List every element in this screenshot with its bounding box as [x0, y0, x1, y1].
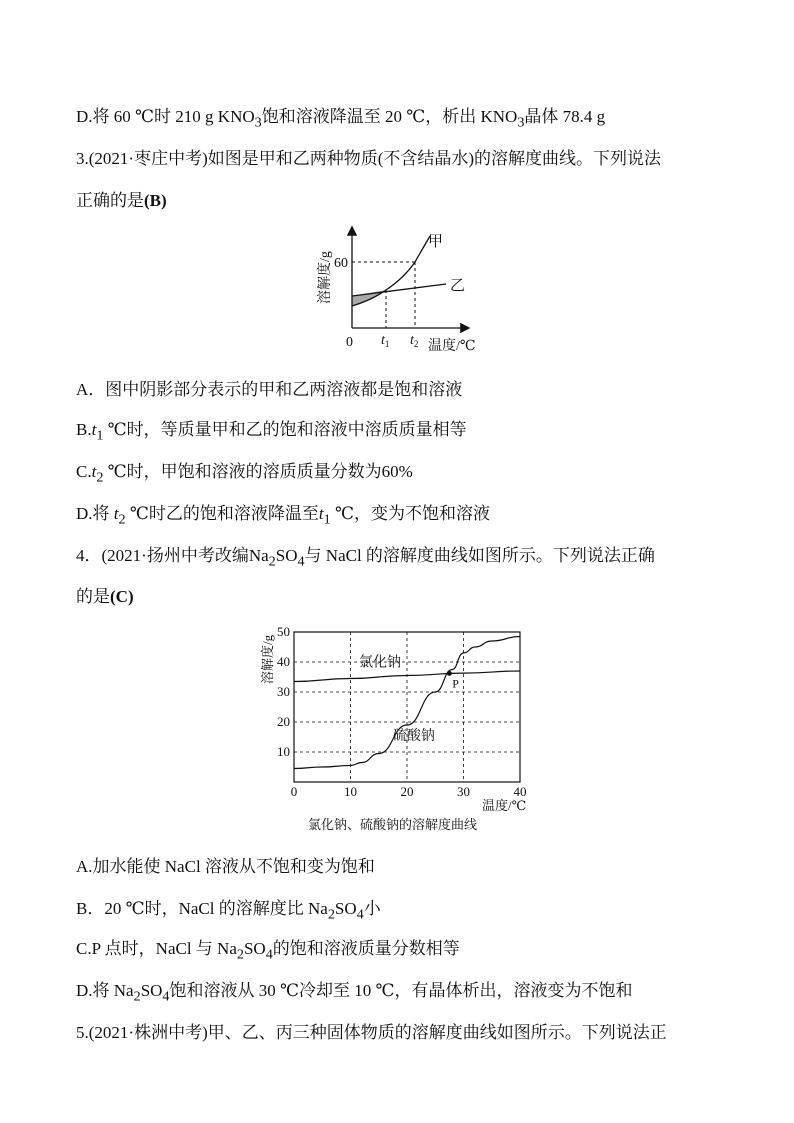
- q4-stem-line2: [76, 586, 134, 608]
- text: D.将 60 ℃时 210 g KNO: [76, 107, 255, 126]
- text: 的饱和溶液质量分数相等: [272, 939, 460, 958]
- x-tick-label-10: 10: [344, 784, 357, 799]
- text: ℃时乙的饱和溶液降温至: [125, 504, 319, 523]
- label-jia: 甲: [428, 234, 444, 250]
- label-nacl: 氯化钠: [358, 655, 401, 671]
- text: 的是: [76, 587, 110, 606]
- answer: (C): [110, 587, 134, 606]
- y-tick-label-30: 30: [277, 684, 290, 699]
- var-t: t: [318, 504, 324, 523]
- text: B．20 ℃时，NaCl 的溶解度比 Na: [76, 899, 328, 918]
- q4-option-d: [76, 980, 633, 1007]
- x-tick-label-40: 40: [513, 784, 527, 799]
- text: C.: [76, 462, 92, 481]
- y-label: 溶解度/g: [318, 251, 333, 304]
- q3-option-c: [76, 461, 413, 488]
- q3-option-d: [76, 503, 490, 530]
- q4-option-b: [76, 898, 381, 925]
- text: ℃，变为不饱和溶液: [330, 504, 490, 523]
- subscript: 3: [517, 114, 525, 131]
- subscript: 2: [236, 946, 244, 963]
- text: 正确的是: [76, 191, 144, 210]
- y-tick-label-50: 50: [277, 624, 290, 639]
- y-tick-label-20: 20: [277, 714, 290, 729]
- q4-stem-line1: [76, 545, 655, 572]
- y-tick-60: 60: [334, 256, 348, 271]
- y-tick-label-10: 10: [277, 744, 290, 759]
- text: SO: [275, 546, 298, 565]
- x-tick-t2: $t_2$: [410, 333, 419, 349]
- label-na2so4: 硫酸钠: [392, 729, 435, 744]
- q2-option-d: [76, 106, 605, 133]
- subscript: 2: [96, 469, 104, 486]
- q5-stem-line1: 5.(2021·株洲中考)甲、乙、丙三种固体物质的溶解度曲线如图所示。下列说法正: [76, 1023, 667, 1042]
- x-tick-t1: $t_1$: [381, 333, 390, 349]
- text: SO: [334, 899, 357, 918]
- text: 饱和溶液从 30 ℃冷却至 10 ℃，有晶体析出，溶液变为不饱和: [169, 981, 633, 1000]
- subscript: 2: [133, 988, 141, 1005]
- var-t: t: [91, 420, 97, 439]
- q3-stem-line1: 3.(2021·枣庄中考)如图是甲和乙两种物质(不含结晶水)的溶解度曲线。下列说法: [76, 149, 662, 168]
- curve-yi: [352, 284, 446, 296]
- subscript: 2: [118, 511, 126, 528]
- text: C.P 点时，NaCl 与 Na: [76, 939, 237, 958]
- subscript: 2: [268, 553, 276, 570]
- text: D.将 Na: [76, 981, 134, 1000]
- q4-solubility-chart: [250, 620, 540, 840]
- text: SO: [243, 939, 266, 958]
- subscript: 4: [356, 906, 364, 923]
- subscript: 2: [327, 906, 335, 923]
- text: ℃时，甲饱和溶液的溶质质量分数为60%: [103, 462, 413, 481]
- subscript: 1: [96, 427, 104, 444]
- x-label: 温度/℃: [428, 339, 476, 354]
- text: B.: [76, 420, 92, 439]
- q4-option-c: [76, 938, 460, 965]
- point-p: [447, 671, 452, 676]
- text: 饱和溶液降温至 20 ℃，析出 KNO: [261, 107, 518, 126]
- q3-solubility-chart: [300, 222, 500, 362]
- chart-title: 氯化钠、硫酸钠的溶解度曲线: [308, 817, 478, 832]
- q3-option-a: A．图中阴影部分表示的甲和乙两溶液都是饱和溶液: [76, 380, 463, 399]
- text: 4．(2021·扬州中考改编Na: [76, 546, 269, 565]
- var-t: t: [113, 504, 119, 523]
- subscript: 4: [297, 553, 305, 570]
- subscript: 4: [162, 988, 170, 1005]
- x-tick-label-0: 0: [290, 784, 298, 799]
- origin-label: 0: [346, 335, 353, 350]
- subscript: 4: [265, 946, 273, 963]
- subscript: 3: [254, 114, 262, 131]
- text: D.将: [76, 504, 114, 523]
- text: 晶体 78.4 g: [524, 107, 606, 126]
- label-p: P: [452, 676, 459, 691]
- text: SO: [140, 981, 163, 1000]
- y-tick-label-40: 40: [277, 654, 290, 669]
- text: 小: [363, 899, 381, 918]
- q4-option-a: A.加水能使 NaCl 溶液从不饱和变为饱和: [76, 857, 375, 876]
- answer: (B): [144, 191, 167, 210]
- label-yi: 乙: [450, 278, 466, 294]
- tick-labels: [277, 624, 527, 799]
- grid: [294, 632, 520, 782]
- text: 与 NaCl 的溶解度曲线如图所示。下列说法正确: [304, 546, 655, 565]
- x-label: 温度/℃: [482, 798, 527, 813]
- q3-stem-line2: [76, 190, 167, 212]
- var-t: t: [91, 462, 97, 481]
- q3-option-b: [76, 419, 467, 446]
- subscript: 1: [323, 511, 331, 528]
- x-tick-label-30: 30: [457, 784, 470, 799]
- text: ℃时，等质量甲和乙的饱和溶液中溶质质量相等: [103, 420, 467, 439]
- y-label: 溶解度/g: [260, 634, 275, 684]
- x-tick-label-20: 20: [400, 784, 414, 799]
